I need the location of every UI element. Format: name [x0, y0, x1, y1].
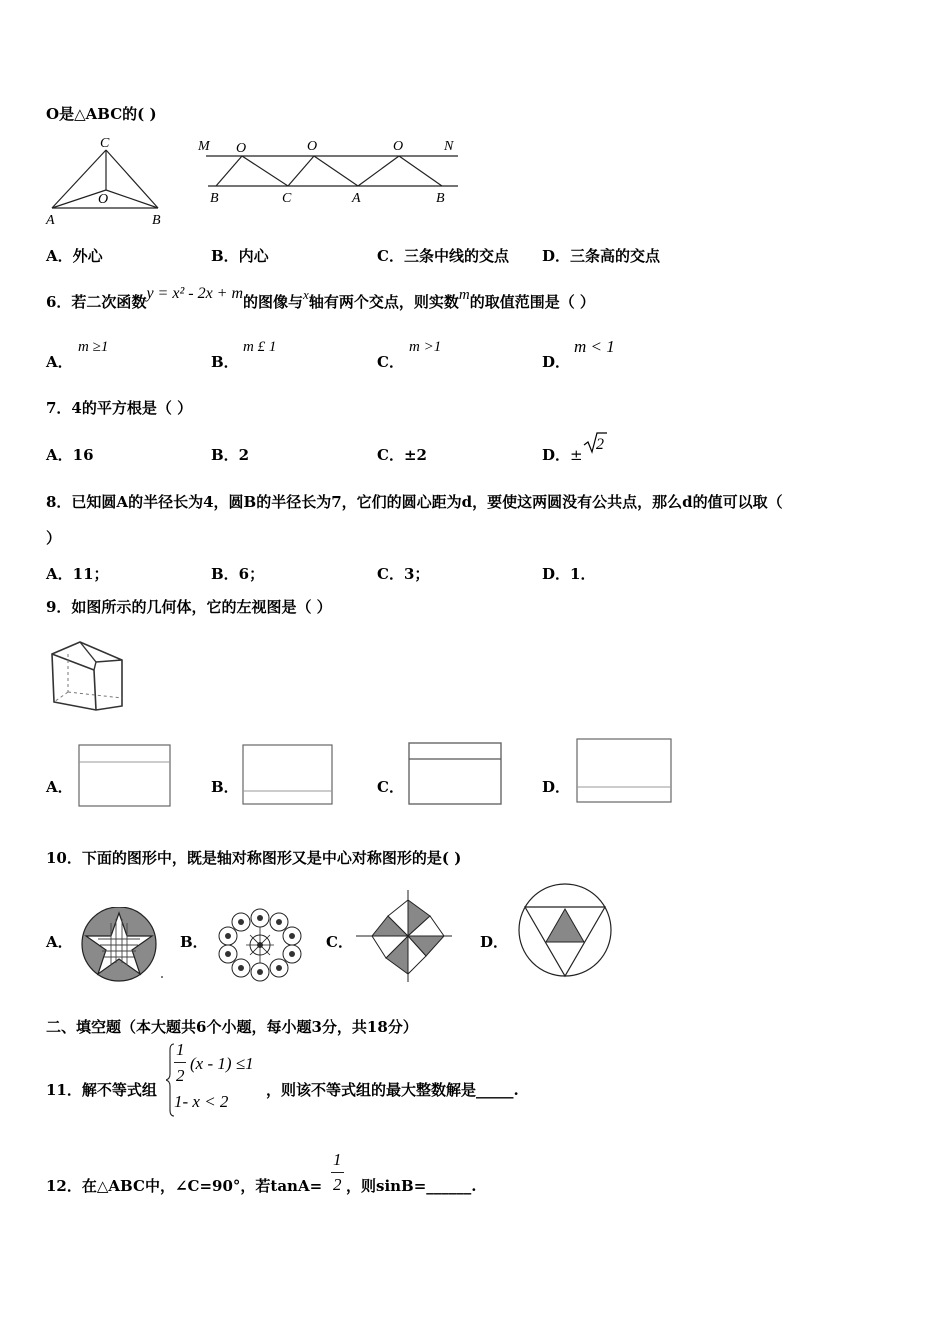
q11-ineq2: 1- x < 2	[174, 1092, 229, 1111]
q8-option-d: D．1．	[542, 565, 596, 583]
fig2-label-b2: B	[436, 191, 445, 206]
q6-mvar: m	[458, 287, 470, 303]
q7-option-b: B．2	[211, 446, 250, 464]
q7-radicand: 2	[596, 436, 604, 453]
fig2-label-n: N	[444, 139, 454, 154]
q7-option-c: C．±2	[377, 446, 427, 464]
q5-option-d: D．三条高的交点	[542, 247, 661, 265]
q6-option-a-value: m ≥1	[78, 339, 109, 355]
q5-option-c: C．三条中线的交点	[377, 247, 509, 265]
fig2-label-b1: B	[210, 191, 219, 206]
q10-option-b-flower-figure	[216, 904, 304, 986]
fig2-label-m: M	[198, 139, 210, 154]
section-2-title: 二、填空题（本大题共6个小题，每小题3分，共18分）	[46, 1018, 418, 1036]
q10-option-c-letter: C．	[326, 933, 353, 951]
fig1-label-b: B	[152, 213, 161, 228]
q6-prefix: 6．若二次函数	[46, 293, 147, 311]
q7-stem: 7．4的平方根是（ ）	[46, 399, 193, 417]
q5-parallel-lines-figure	[196, 134, 466, 210]
q10-option-d-circle-triangle-figure	[516, 881, 614, 979]
q6-option-b-value: m £ 1	[243, 339, 277, 355]
q10-option-a-star-figure	[78, 907, 168, 983]
q6-mid1: 的图像与	[243, 293, 304, 311]
q9-option-d-figure	[576, 738, 674, 804]
q11-prefix: 11．解不等式组	[46, 1081, 157, 1099]
q12-frac-den: 2	[333, 1175, 342, 1194]
q11-ineq1: (x - 1) ≤1	[190, 1054, 254, 1073]
fig2-label-o2: O	[307, 139, 318, 154]
q12-frac-line	[331, 1172, 344, 1173]
q12-prefix: 12．在△ABC中，∠C=90°，若tanA=	[46, 1177, 323, 1195]
q9-option-a-figure	[78, 744, 172, 808]
q9-option-c-letter: C．	[377, 778, 404, 796]
sqrt-symbol	[582, 430, 608, 456]
q8-option-b: B．6；	[211, 565, 265, 583]
fig1-label-c: C	[100, 136, 110, 151]
q6-option-d-letter: D．	[542, 353, 571, 371]
q8-option-a: A．11；	[46, 565, 109, 583]
q7-option-d-letter: D．	[542, 446, 571, 464]
q10-option-d-letter: D．	[480, 933, 509, 951]
q6-option-d-value: m < 1	[574, 337, 615, 356]
q12-frac-num: 1	[333, 1150, 342, 1169]
q8-stem-line2: ）	[46, 529, 62, 547]
q6-formula: y = x² - 2x + m	[146, 285, 244, 302]
fig1-label-a: A	[46, 213, 55, 228]
q6-option-c-value: m >1	[409, 339, 442, 355]
q8-stem-line1: 8．已知圆A的半径长为4，圆B的半径长为7，它们的圆心距为d，要使这两圆没有公共点，那么d的值可以取（	[46, 493, 783, 511]
q9-stem: 9．如图所示的几何体，它的左视图是（ ）	[46, 598, 332, 616]
fig2-label-o3: O	[393, 139, 404, 154]
q9-option-c-figure	[408, 742, 504, 806]
q6-mid2: 轴有两个交点，则实数	[308, 293, 459, 311]
q10-option-b-letter: B．	[180, 933, 208, 951]
q9-option-b-figure	[242, 744, 334, 806]
fig1-label-o: O	[98, 192, 109, 207]
q11-frac-line	[174, 1062, 186, 1063]
q10-stem: 10．下面的图形中，既是轴对称图形又是中心对称图形的是( )	[46, 849, 462, 867]
q7-option-d	[542, 444, 583, 465]
q5-triangle-figure	[42, 132, 172, 228]
q6-suffix: 的取值范围是（ ）	[469, 293, 595, 311]
q9-option-a-letter: A．	[46, 778, 73, 796]
q6-option-c-letter: C．	[377, 353, 404, 371]
q11-frac-num: 1	[176, 1040, 185, 1059]
fig2-label-c: C	[282, 191, 292, 206]
q5-option-a: A．外心	[46, 247, 103, 265]
q12-suffix: ，则sinB=______.	[346, 1177, 477, 1195]
q11-frac-den: 2	[176, 1066, 185, 1085]
q9-option-b-letter: B．	[211, 778, 239, 796]
q11-suffix: ，则该不等式组的最大整数解是_____.	[266, 1081, 519, 1099]
q6-stem	[46, 285, 595, 312]
q7-option-d-pm: ±	[570, 446, 583, 464]
q10-option-c-pinwheel-figure	[352, 886, 464, 986]
q5-option-b: B．内心	[211, 247, 269, 265]
q5-stem-tail: O是△ABC的( )	[46, 105, 157, 123]
q6-xvar: x	[303, 287, 309, 302]
q6-option-b-letter: B．	[211, 353, 239, 371]
q9-solid-figure	[46, 636, 130, 716]
q9-option-d-letter: D．	[542, 778, 571, 796]
fig2-label-o1: O	[236, 141, 247, 156]
q10-option-a-letter: A．	[46, 933, 73, 951]
q7-option-a: A．16	[46, 446, 94, 464]
fig2-label-a: A	[352, 191, 361, 206]
q6-option-a-letter: A．	[46, 353, 73, 371]
q8-option-c: C．3；	[377, 565, 430, 583]
